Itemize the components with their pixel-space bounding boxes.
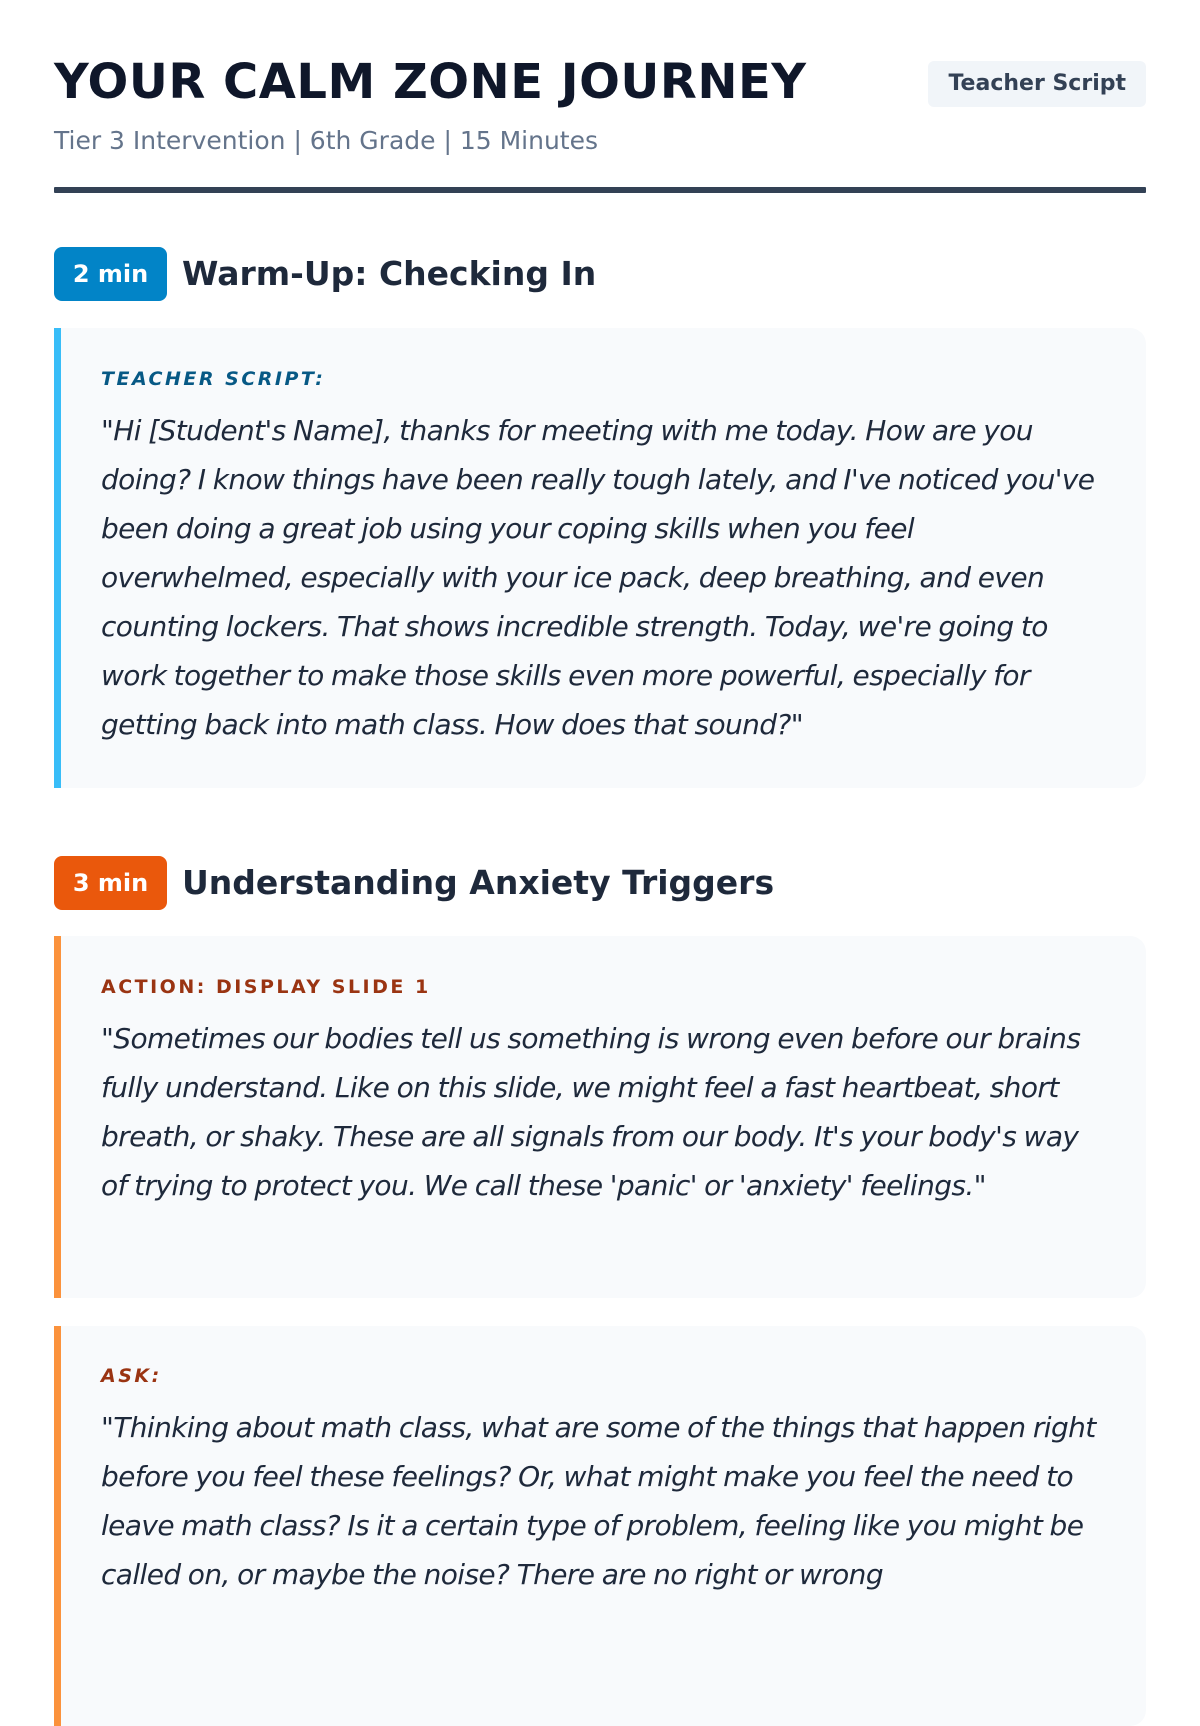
card-accent-bar bbox=[54, 1326, 61, 1726]
card-label: ACTION: DISPLAY SLIDE 1 bbox=[101, 976, 431, 998]
card-accent-bar bbox=[54, 328, 61, 788]
section-title: Warm-Up: Checking In bbox=[182, 254, 597, 293]
section-title: Understanding Anxiety Triggers bbox=[182, 863, 775, 902]
teacher-script-card bbox=[54, 328, 1146, 788]
card-text: "Hi [Student's Name], thanks for meeting with me today. How are you doing? I know things have been really tough lately, and I've noticed you've been doing a great job using your coping skills when you feel overwhelmed, especially with your ice pack, deep breathing, and even counting lockers. That shows incredible strength. Today, we're going to work together to make those skills even more powerful, especially for getting back into math class. How does that sound?" bbox=[101, 414, 1095, 741]
card-text: "Thinking about math class, what are some of the things that happen right before you feel these feelings? Or, what might make you feel the need to leave math class? Is it a certain type of problem, feeling like you might be called on, or maybe the noise? There are no right or wrong bbox=[101, 1411, 1096, 1591]
card-label: ASK: bbox=[101, 1365, 162, 1387]
section-anxiety-triggers-header bbox=[54, 856, 1146, 910]
section-warm-up-header bbox=[54, 247, 1146, 301]
header-divider bbox=[54, 187, 1146, 193]
teacher-script-tag: Teacher Script bbox=[928, 61, 1146, 107]
time-badge: 3 min bbox=[54, 856, 167, 910]
card-accent-bar bbox=[54, 936, 61, 1298]
page-header bbox=[54, 50, 1146, 156]
card-label: TEACHER SCRIPT: bbox=[101, 368, 326, 390]
card-text: "Sometimes our bodies tell us something is wrong even before our brains fully understand. Like on this slide, we might feel a fast heartbeat, short breath, or shaky. These are all signals from our body. It's your body's way of trying to protect you. We call these 'panic' or 'anxiety' feelings." bbox=[101, 1022, 1081, 1202]
page-title: YOUR CALM ZONE JOURNEY bbox=[54, 54, 807, 110]
ask-card bbox=[54, 1326, 1146, 1726]
page-subtitle: Tier 3 Intervention | 6th Grade | 15 Minutes bbox=[54, 126, 599, 155]
action-card bbox=[54, 936, 1146, 1298]
time-badge: 2 min bbox=[54, 247, 167, 301]
